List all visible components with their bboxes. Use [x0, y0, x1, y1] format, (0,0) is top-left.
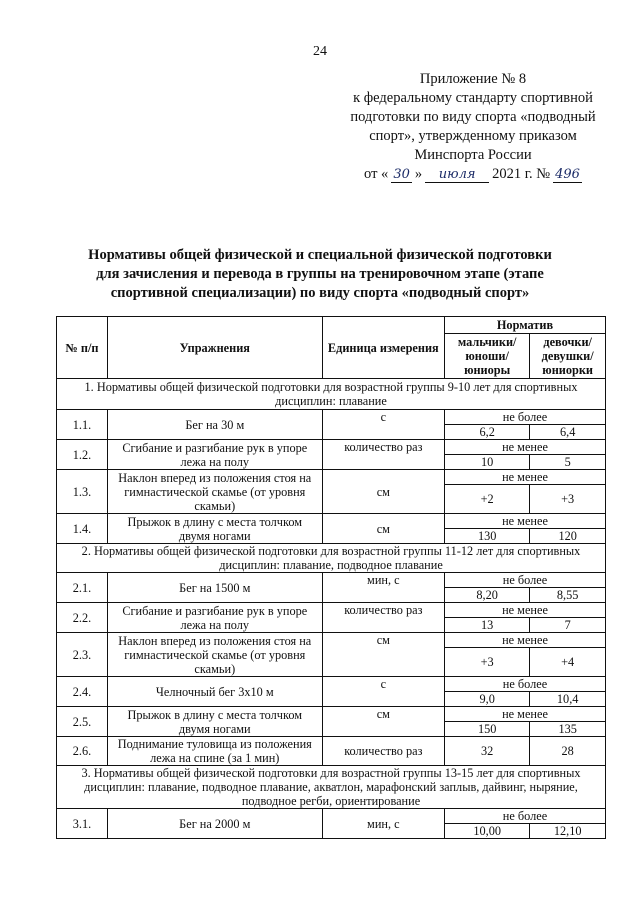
row-boys: 10 [444, 455, 529, 470]
row-girls: 6,4 [530, 425, 606, 440]
row-unit: см [322, 633, 444, 677]
row-num: 2.4. [57, 677, 108, 707]
row-unit: количество раз [322, 737, 444, 766]
row-girls: 120 [530, 529, 606, 544]
row-boys: 10,00 [444, 824, 529, 839]
row-condition: не более [444, 410, 605, 425]
section-title: 3. Нормативы общей физической подготовки для возрастной группы 13-15 лет для спортивных дисциплин: плавание, подводное плавание, акватлон, марафонский заплыв, дайвинг, ныряние, подводное регби, ориентирование [57, 766, 606, 809]
row-num: 2.6. [57, 737, 108, 766]
appendix-line: подготовки по виду спорта «подводный [350, 109, 596, 125]
order-number-handwritten: 496 [555, 167, 580, 182]
row-condition: не более [444, 677, 605, 692]
row-num: 2.3. [57, 633, 108, 677]
row-girls: 8,55 [530, 588, 606, 603]
row-girls: 28 [530, 737, 606, 766]
row-condition: не менее [444, 707, 605, 722]
section-title: 1. Нормативы общей физической подготовки для возрастной группы 9-10 лет для спортивных дисциплин: плавание [57, 379, 606, 410]
row-num: 1.2. [57, 440, 108, 470]
row-unit: с [322, 677, 444, 707]
order-year: 2021 г. № [492, 166, 551, 182]
row-condition: не менее [444, 603, 605, 618]
header-girls: девочки/ девушки/ юниорки [530, 334, 606, 379]
norms-table [56, 316, 606, 839]
row-num: 1.1. [57, 410, 108, 440]
row-girls: 12,10 [530, 824, 606, 839]
header-norm: Норматив [444, 317, 605, 334]
row-exercise: Поднимание туловища из положения лежа на спине (за 1 мин) [107, 737, 322, 766]
row-unit: количество раз [322, 603, 444, 633]
row-boys: +2 [444, 485, 529, 514]
row-exercise: Наклон вперед из положения стоя на гимнастической скамье (от уровня скамьи) [107, 470, 322, 514]
row-exercise: Сгибание и разгибание рук в упоре лежа на полу [107, 603, 322, 633]
row-boys: 6,2 [444, 425, 529, 440]
row-unit: см [322, 514, 444, 544]
row-unit: мин, с [322, 809, 444, 839]
row-unit: см [322, 707, 444, 737]
appendix-line: спорт», утвержденному приказом [369, 128, 577, 144]
appendix-line: Минспорта России [414, 147, 532, 163]
row-num: 2.2. [57, 603, 108, 633]
header-num: № п/п [57, 317, 108, 379]
row-num: 2.1. [57, 573, 108, 603]
row-boys: 8,20 [444, 588, 529, 603]
title-line: спортивной специализации) по виду спорта «подводный спорт» [110, 285, 530, 301]
row-girls: 7 [530, 618, 606, 633]
row-exercise: Наклон вперед из положения стоя на гимнастической скамье (от уровня скамьи) [107, 633, 322, 677]
row-condition: не более [444, 809, 605, 824]
row-condition: не менее [444, 440, 605, 455]
page-number: 24 [313, 44, 327, 59]
row-condition: не менее [444, 470, 605, 485]
row-unit: см [322, 470, 444, 514]
row-exercise: Сгибание и разгибание рук в упоре лежа на полу [107, 440, 322, 470]
row-exercise: Прыжок в длину с места толчком двумя ногами [107, 514, 322, 544]
row-condition: не менее [444, 633, 605, 648]
row-exercise: Бег на 1500 м [107, 573, 322, 603]
row-girls: 10,4 [530, 692, 606, 707]
row-boys: 130 [444, 529, 529, 544]
row-unit: с [322, 410, 444, 440]
order-prefix: от « [364, 166, 389, 182]
row-boys: 9,0 [444, 692, 529, 707]
order-day-handwritten: 30 [393, 167, 410, 182]
row-girls: 5 [530, 455, 606, 470]
title-line: для зачисления и перевода в группы на тренировочном этапе (этапе [96, 266, 544, 282]
table-body [57, 379, 606, 839]
order-mid: » [414, 166, 423, 182]
row-exercise: Прыжок в длину с места толчком двумя ногами [107, 707, 322, 737]
row-boys: +3 [444, 648, 529, 677]
appendix-line: Приложение № 8 [419, 71, 527, 87]
row-boys: 13 [444, 618, 529, 633]
document-title [40, 246, 600, 303]
row-num: 3.1. [57, 809, 108, 839]
title-line: Нормативы общей физической и специальной физической подготовки [88, 247, 552, 263]
header-boys: мальчики/ юноши/ юниоры [444, 334, 529, 379]
order-reference [330, 165, 616, 184]
row-condition: не менее [444, 514, 605, 529]
row-num: 1.3. [57, 470, 108, 514]
row-unit: мин, с [322, 573, 444, 603]
header-unit: Единица измерения [322, 317, 444, 379]
section-title: 2. Нормативы общей физической подготовки для возрастной группы 11-12 лет для спортивных дисциплин: плавание, подводное плавание [57, 544, 606, 573]
row-boys: 32 [444, 737, 529, 766]
row-unit: количество раз [322, 440, 444, 470]
appendix-header [330, 70, 616, 184]
row-girls: 135 [530, 722, 606, 737]
row-exercise: Челночный бег 3х10 м [107, 677, 322, 707]
appendix-line: к федеральному стандарту спортивной [353, 90, 593, 106]
row-num: 1.4. [57, 514, 108, 544]
row-condition: не более [444, 573, 605, 588]
row-exercise: Бег на 30 м [107, 410, 322, 440]
header-exercise: Упражнения [107, 317, 322, 379]
row-num: 2.5. [57, 707, 108, 737]
row-girls: +3 [530, 485, 606, 514]
row-exercise: Бег на 2000 м [107, 809, 322, 839]
row-boys: 150 [444, 722, 529, 737]
order-month-handwritten: июля [425, 167, 489, 183]
row-girls: +4 [530, 648, 606, 677]
